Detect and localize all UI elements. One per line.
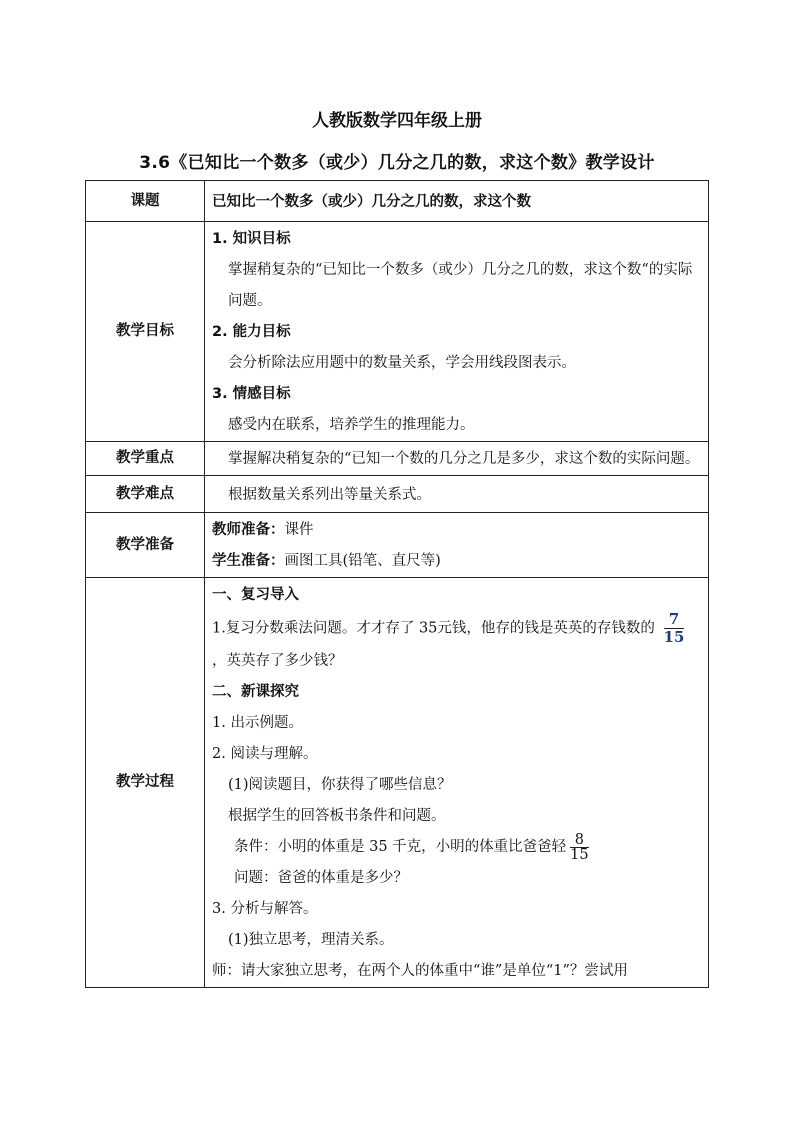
label-preparation: 教学准备 xyxy=(86,513,205,578)
fraction-7-15 xyxy=(664,611,685,646)
goal-ability-text: 会分析除法应用题中的数量关系，学会用线段图表示。 xyxy=(228,355,576,371)
fraction-denominator: 15 xyxy=(570,846,589,863)
label-goals: 教学目标 xyxy=(86,222,205,442)
label-key-points: 教学重点 xyxy=(86,442,205,476)
difficulties-text: 根据数量关系列出等量关系式。 xyxy=(228,486,431,503)
goal-knowledge-text: 掌握稍复杂的“已知比一个数多（或少）几分之几的数，求这个数“的实际问题。 xyxy=(228,262,693,309)
row-preparation xyxy=(86,513,709,578)
step-show-example: 1. 出示例题。 xyxy=(212,715,303,731)
fraction-8-15 xyxy=(570,833,588,862)
lesson-plan-table xyxy=(85,180,709,988)
teacher-prep xyxy=(212,515,702,546)
step-board-note: 根据学生的回答板书条件和问题。 xyxy=(228,808,446,824)
fraction-numerator: 8 xyxy=(570,833,588,848)
section-review-heading: 一、复习导入 xyxy=(212,587,299,603)
teacher-prep-label: 教师准备： xyxy=(212,522,285,538)
condition-line xyxy=(212,832,702,863)
teacher-prep-text: 课件 xyxy=(284,522,314,538)
goal-emotion-heading: 3. 情感目标 xyxy=(212,386,291,402)
review-question xyxy=(212,611,702,677)
row-difficulties xyxy=(86,476,709,513)
row-goals xyxy=(86,222,709,442)
key-points-text: 掌握解决稍复杂的“已知一个数的几分之几是多少，求这个数的实际问题。 xyxy=(228,451,700,467)
goal-knowledge-heading: 1. 知识目标 xyxy=(212,231,291,247)
section-new-heading: 二、新课探究 xyxy=(212,684,299,700)
fraction-numerator: 7 xyxy=(664,611,685,629)
goal-emotion-text: 感受内在联系，培养学生的推理能力。 xyxy=(228,417,475,433)
student-prep-label: 学生准备： xyxy=(212,553,285,569)
label-difficulties: 教学难点 xyxy=(86,476,205,513)
student-prep-text: 画图工具(铅笔、直尺等) xyxy=(284,553,441,569)
row-process xyxy=(86,578,709,988)
row-key-points xyxy=(86,442,709,476)
row-topic xyxy=(86,181,709,222)
student-prep xyxy=(212,546,702,577)
step-think: (1)独立思考，理清关系。 xyxy=(228,932,394,948)
document-subtitle: 3.6《已知比一个数多（或少）几分之几的数，求这个数》教学设计 xyxy=(139,153,655,173)
document-title: 人教版数学四年级上册 xyxy=(312,111,482,131)
step-analyze: 3. 分析与解答。 xyxy=(212,901,318,917)
label-process: 教学过程 xyxy=(86,578,205,988)
fraction-denominator: 15 xyxy=(663,628,685,646)
step-read-question: (1)阅读题目，你获得了哪些信息？ xyxy=(228,777,452,793)
teacher-prompt: 师：请大家独立思考，在两个人的体重中“谁”是单位“1”？尝试用 xyxy=(212,963,628,979)
label-topic: 课题 xyxy=(86,181,205,222)
topic-value: 已知比一个数多（或少）几分之几的数，求这个数 xyxy=(212,193,531,210)
review-question-part2: ，英英存了多少钱？ xyxy=(212,653,343,669)
question-line: 问题：爸爸的体重是多少？ xyxy=(234,870,408,886)
condition-text: 条件：小明的体重是 35 千克，小明的体重比爸爸轻 xyxy=(234,839,567,855)
goal-ability-heading: 2. 能力目标 xyxy=(212,324,291,340)
step-read-understand: 2. 阅读与理解。 xyxy=(212,746,318,762)
review-question-part1: 1.复习分数乘法问题。才才存了 35元钱，他存的钱是英英的存钱数的 xyxy=(212,620,655,637)
